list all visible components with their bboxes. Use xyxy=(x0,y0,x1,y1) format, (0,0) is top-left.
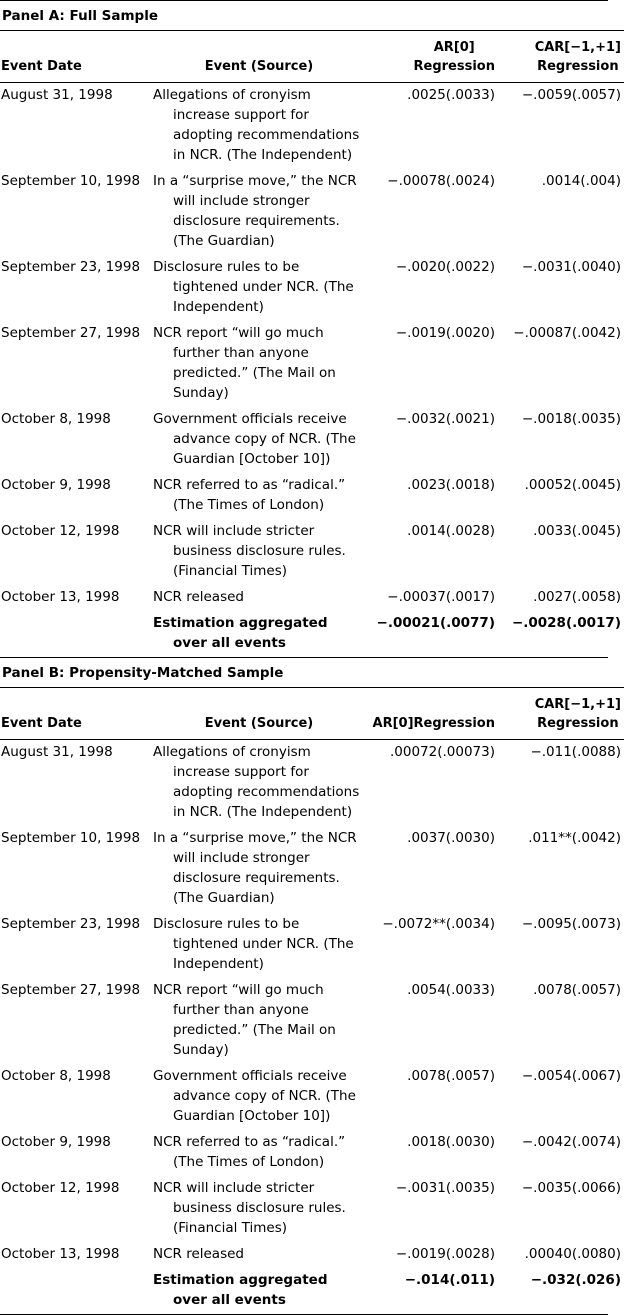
car-value-cell: .011**(.0042) xyxy=(528,830,621,846)
table-row xyxy=(0,407,624,473)
ar-value-cell: −.0072**(.0034) xyxy=(382,916,495,932)
header-car-regression xyxy=(497,688,624,740)
event-text: NCR referred to as “radical.” (The Times of London) xyxy=(153,1134,346,1170)
header-ar-line2: Regression xyxy=(413,59,495,74)
ar-value-cell: .0014(.0028) xyxy=(407,523,495,539)
ar-value-cell: .00072(.00073) xyxy=(389,744,495,760)
aggregate-row xyxy=(0,1268,624,1314)
car-value-cell: .0033(.0045) xyxy=(533,523,621,539)
header-car-regression xyxy=(497,31,624,83)
event-source-cell xyxy=(151,1242,367,1268)
panel-b-header-row xyxy=(0,688,624,740)
car-value-cell: .0078(.0057) xyxy=(533,982,621,998)
event-date-cell: October 9, 1998 xyxy=(1,1134,111,1150)
ar-value-cell: −.0020(.0022) xyxy=(395,259,495,275)
table-row xyxy=(0,1176,624,1242)
event-date-cell: October 8, 1998 xyxy=(1,1068,111,1084)
aggregate-label-cell xyxy=(151,1268,367,1314)
event-date-cell: September 10, 1998 xyxy=(1,173,141,189)
table-row xyxy=(0,826,624,912)
car-value-cell: −.00087(.0042) xyxy=(513,325,621,341)
header-car-line1: CAR[−1,+1] xyxy=(534,40,621,55)
event-date-cell: September 10, 1998 xyxy=(1,830,141,846)
panel-a xyxy=(0,0,621,657)
event-source-cell xyxy=(151,407,367,473)
event-text: NCR referred to as “radical.” (The Times of London) xyxy=(153,477,346,513)
header-car-line1: CAR[−1,+1] xyxy=(534,697,621,712)
event-text: In a “surprise move,” the NCR will include stronger disclosure requirements. (The Guardian) xyxy=(153,830,357,906)
ar-value-cell: −.0019(.0020) xyxy=(395,325,495,341)
event-source-cell xyxy=(151,1130,367,1176)
event-date-cell: October 8, 1998 xyxy=(1,411,111,427)
aggregate-label-cell xyxy=(151,611,367,657)
event-text: Disclosure rules to be tightened under NCR. (The Independent) xyxy=(153,259,354,315)
panel-b-title: Panel B: Propensity-Matched Sample xyxy=(2,665,284,681)
event-text: NCR released xyxy=(153,589,244,605)
car-value-cell: −.0042(.0074) xyxy=(521,1134,621,1150)
event-source-cell xyxy=(151,83,367,170)
header-ar-regression: AR[0]Regression xyxy=(367,688,497,740)
panel-b-table xyxy=(0,687,624,1314)
event-source-cell xyxy=(151,321,367,407)
aggregate-date-cell xyxy=(0,611,151,657)
car-value-cell: −.0035(.0066) xyxy=(521,1180,621,1196)
event-date-cell: September 27, 1998 xyxy=(1,325,141,341)
ar-value-cell: −.0032(.0021) xyxy=(395,411,495,427)
header-ar-line1: AR[0] xyxy=(433,40,475,55)
panel-a-table xyxy=(0,30,624,657)
event-source-cell xyxy=(151,585,367,611)
ar-value-cell: −.00078(.0024) xyxy=(387,173,495,189)
table-row xyxy=(0,473,624,519)
event-source-cell xyxy=(151,473,367,519)
aggregate-car-cell: −.032(.026) xyxy=(530,1272,621,1288)
event-text: Allegations of cronyism increase support for adopting recommendations in NCR. (The Independent) xyxy=(153,87,360,163)
event-text: In a “surprise move,” the NCR will include stronger disclosure requirements. (The Guardian) xyxy=(153,173,357,249)
event-text: NCR will include stricter business disclosure rules. (Financial Times) xyxy=(153,523,346,579)
table-row xyxy=(0,740,624,827)
ar-value-cell: −.00037(.0017) xyxy=(387,589,495,605)
event-date-cell: September 23, 1998 xyxy=(1,916,141,932)
car-value-cell: −.0054(.0067) xyxy=(521,1068,621,1084)
header-ar-regression xyxy=(367,31,497,83)
car-value-cell: −.0018(.0035) xyxy=(521,411,621,427)
header-event-source: Event (Source) xyxy=(151,688,367,740)
ar-value-cell: −.0019(.0028) xyxy=(395,1246,495,1262)
event-date-cell: September 27, 1998 xyxy=(1,982,141,998)
table-row xyxy=(0,912,624,978)
event-text: Government officials receive advance copy of NCR. (The Guardian [October 10]) xyxy=(153,411,356,467)
panel-b-body xyxy=(0,740,624,1315)
ar-value-cell: .0078(.0057) xyxy=(407,1068,495,1084)
aggregate-row xyxy=(0,611,624,657)
event-source-cell xyxy=(151,740,367,827)
table-row xyxy=(0,585,624,611)
car-value-cell: .0027(.0058) xyxy=(533,589,621,605)
header-car-line2: Regression xyxy=(537,59,619,74)
event-source-cell xyxy=(151,1064,367,1130)
car-value-cell: .00040(.0080) xyxy=(524,1246,621,1262)
table-row xyxy=(0,169,624,255)
header-event-date: Event Date xyxy=(0,31,151,83)
ar-value-cell: −.0031(.0035) xyxy=(395,1180,495,1196)
table-row xyxy=(0,519,624,585)
table-row xyxy=(0,321,624,407)
event-date-cell: October 13, 1998 xyxy=(1,1246,120,1262)
car-value-cell: −.0059(.0057) xyxy=(521,87,621,103)
event-text: NCR will include stricter business disclosure rules. (Financial Times) xyxy=(153,1180,346,1236)
aggregate-label: Estimation aggregated over all events xyxy=(153,615,328,651)
event-date-cell: September 23, 1998 xyxy=(1,259,141,275)
ar-value-cell: .0023(.0018) xyxy=(407,477,495,493)
event-text: Government officials receive advance copy of NCR. (The Guardian [October 10]) xyxy=(153,1068,356,1124)
panel-a-header-row xyxy=(0,31,624,83)
event-source-cell xyxy=(151,912,367,978)
table-row xyxy=(0,1242,624,1268)
aggregate-car-cell: −.0028(.0017) xyxy=(511,615,621,631)
event-date-cell: October 9, 1998 xyxy=(1,477,111,493)
ar-value-cell: .0037(.0030) xyxy=(407,830,495,846)
header-car-line2: Regression xyxy=(537,716,619,731)
header-event-date: Event Date xyxy=(0,688,151,740)
ar-value-cell: .0018(.0030) xyxy=(407,1134,495,1150)
aggregate-ar-cell: −.00021(.0077) xyxy=(376,615,495,631)
car-value-cell: .0014(.004) xyxy=(541,173,621,189)
panel-b xyxy=(0,657,621,1315)
table-row xyxy=(0,1064,624,1130)
car-value-cell: −.011(.0088) xyxy=(530,744,621,760)
event-source-cell xyxy=(151,978,367,1064)
event-date-cell: October 13, 1998 xyxy=(1,589,120,605)
table-row xyxy=(0,255,624,321)
event-source-cell xyxy=(151,255,367,321)
event-text: Allegations of cronyism increase support for adopting recommendations in NCR. (The Independent) xyxy=(153,744,360,820)
event-text: Disclosure rules to be tightened under NCR. (The Independent) xyxy=(153,916,354,972)
header-event-source: Event (Source) xyxy=(151,31,367,83)
car-value-cell: −.0095(.0073) xyxy=(521,916,621,932)
aggregate-ar-cell: −.014(.011) xyxy=(404,1272,495,1288)
event-source-cell xyxy=(151,519,367,585)
event-date-cell: October 12, 1998 xyxy=(1,1180,120,1196)
event-text: NCR report “will go much further than anyone predicted.” (The Mail on Sunday) xyxy=(153,325,336,401)
aggregate-date-cell xyxy=(0,1268,151,1314)
ar-value-cell: .0025(.0033) xyxy=(407,87,495,103)
event-date-cell: August 31, 1998 xyxy=(1,87,113,103)
table-row xyxy=(0,1130,624,1176)
ar-value-cell: .0054(.0033) xyxy=(407,982,495,998)
event-text: NCR released xyxy=(153,1246,244,1262)
event-source-cell xyxy=(151,169,367,255)
table-row xyxy=(0,83,624,170)
panel-a-title: Panel A: Full Sample xyxy=(2,8,158,24)
car-value-cell: −.0031(.0040) xyxy=(521,259,621,275)
event-source-cell xyxy=(151,826,367,912)
event-date-cell: August 31, 1998 xyxy=(1,744,113,760)
aggregate-label: Estimation aggregated over all events xyxy=(153,1272,328,1308)
car-value-cell: .00052(.0045) xyxy=(524,477,621,493)
event-source-cell xyxy=(151,1176,367,1242)
table-row xyxy=(0,978,624,1064)
event-date-cell: October 12, 1998 xyxy=(1,523,120,539)
event-text: NCR report “will go much further than anyone predicted.” (The Mail on Sunday) xyxy=(153,982,336,1058)
panel-a-body xyxy=(0,83,624,658)
